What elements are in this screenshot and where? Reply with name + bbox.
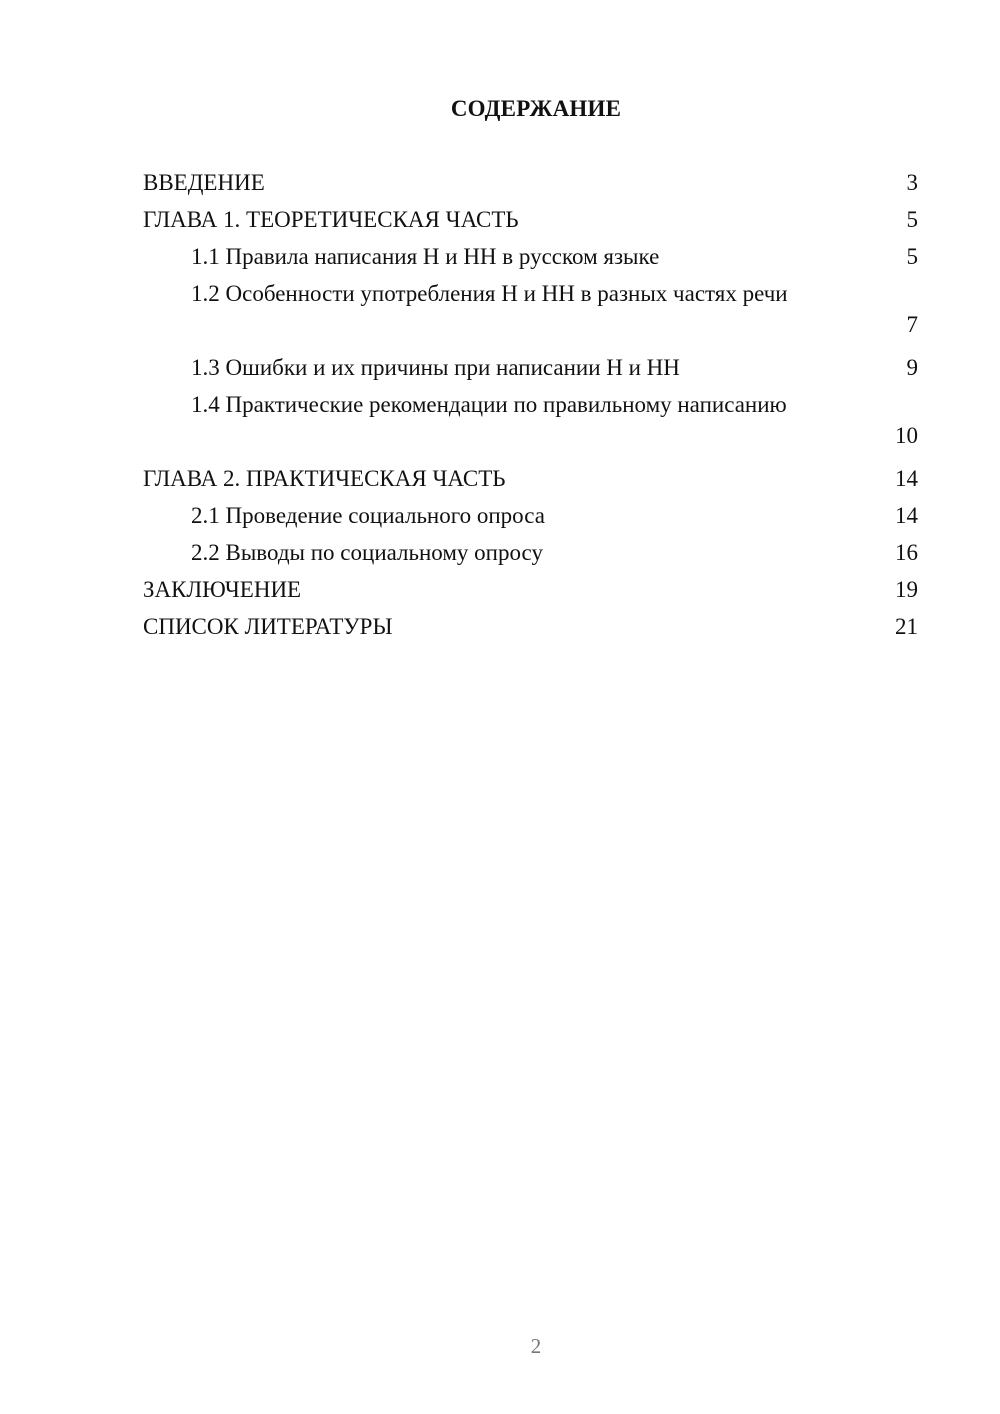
toc-entry-page: 19 xyxy=(895,577,918,602)
toc-entry-title: ВВЕДЕНИЕ xyxy=(143,170,265,195)
toc-entry-title: 1.4 Практические рекомендации по правильному написанию xyxy=(191,392,787,417)
toc-entry-page: 9 xyxy=(906,355,918,380)
toc-entry-conclusion[interactable] xyxy=(143,573,918,610)
toc-entry-title: ЗАКЛЮЧЕНИЕ xyxy=(143,577,302,602)
toc-entry-page: 3 xyxy=(906,170,918,195)
toc-entry-introduction[interactable] xyxy=(143,166,918,203)
toc-entry-section-1-1[interactable] xyxy=(143,240,918,277)
toc-entry-page: 5 xyxy=(906,244,918,269)
page-number: 2 xyxy=(530,1334,542,1358)
toc-entry-page: 21 xyxy=(895,614,918,639)
toc-entry-page: 7 xyxy=(906,312,918,337)
toc-entry-chapter-1[interactable] xyxy=(143,203,918,240)
toc-entry-title: 1.2 Особенности употребления Н и НН в разных частях речи xyxy=(191,281,788,306)
toc-entry-title: 1.1 Правила написания Н и НН в русском языке xyxy=(191,244,660,269)
toc-entry-section-1-3[interactable] xyxy=(143,351,918,388)
toc-heading: СОДЕРЖАНИЕ xyxy=(450,96,622,121)
toc-entry-section-2-1[interactable] xyxy=(143,499,918,536)
toc-entry-title: 2.1 Проведение социального опроса xyxy=(191,503,545,528)
toc-entry-section-2-2[interactable] xyxy=(143,536,918,573)
toc-entry-title: 1.3 Ошибки и их причины при написании Н и НН xyxy=(191,355,680,380)
toc-entry-title: ГЛАВА 2. ПРАКТИЧЕСКАЯ ЧАСТЬ xyxy=(143,466,506,491)
toc-entry-page: 14 xyxy=(895,503,918,528)
toc-entry-section-1-2[interactable] xyxy=(143,277,918,340)
toc-entry-page: 16 xyxy=(895,540,918,565)
toc-entry-page: 10 xyxy=(895,423,918,448)
toc-entry-title: ГЛАВА 1. ТЕОРЕТИЧЕСКАЯ ЧАСТЬ xyxy=(143,207,519,232)
toc-entry-page: 5 xyxy=(906,207,918,232)
toc-entry-page: 14 xyxy=(895,466,918,491)
toc-entry-chapter-2[interactable] xyxy=(143,462,918,499)
toc-entry-title: 2.2 Выводы по социальному опросу xyxy=(191,540,543,565)
toc-entry-bibliography[interactable] xyxy=(143,610,918,647)
toc-entry-title: СПИСОК ЛИТЕРАТУРЫ xyxy=(143,614,393,639)
table-of-contents xyxy=(143,166,918,647)
toc-entry-section-1-4[interactable] xyxy=(143,388,918,451)
